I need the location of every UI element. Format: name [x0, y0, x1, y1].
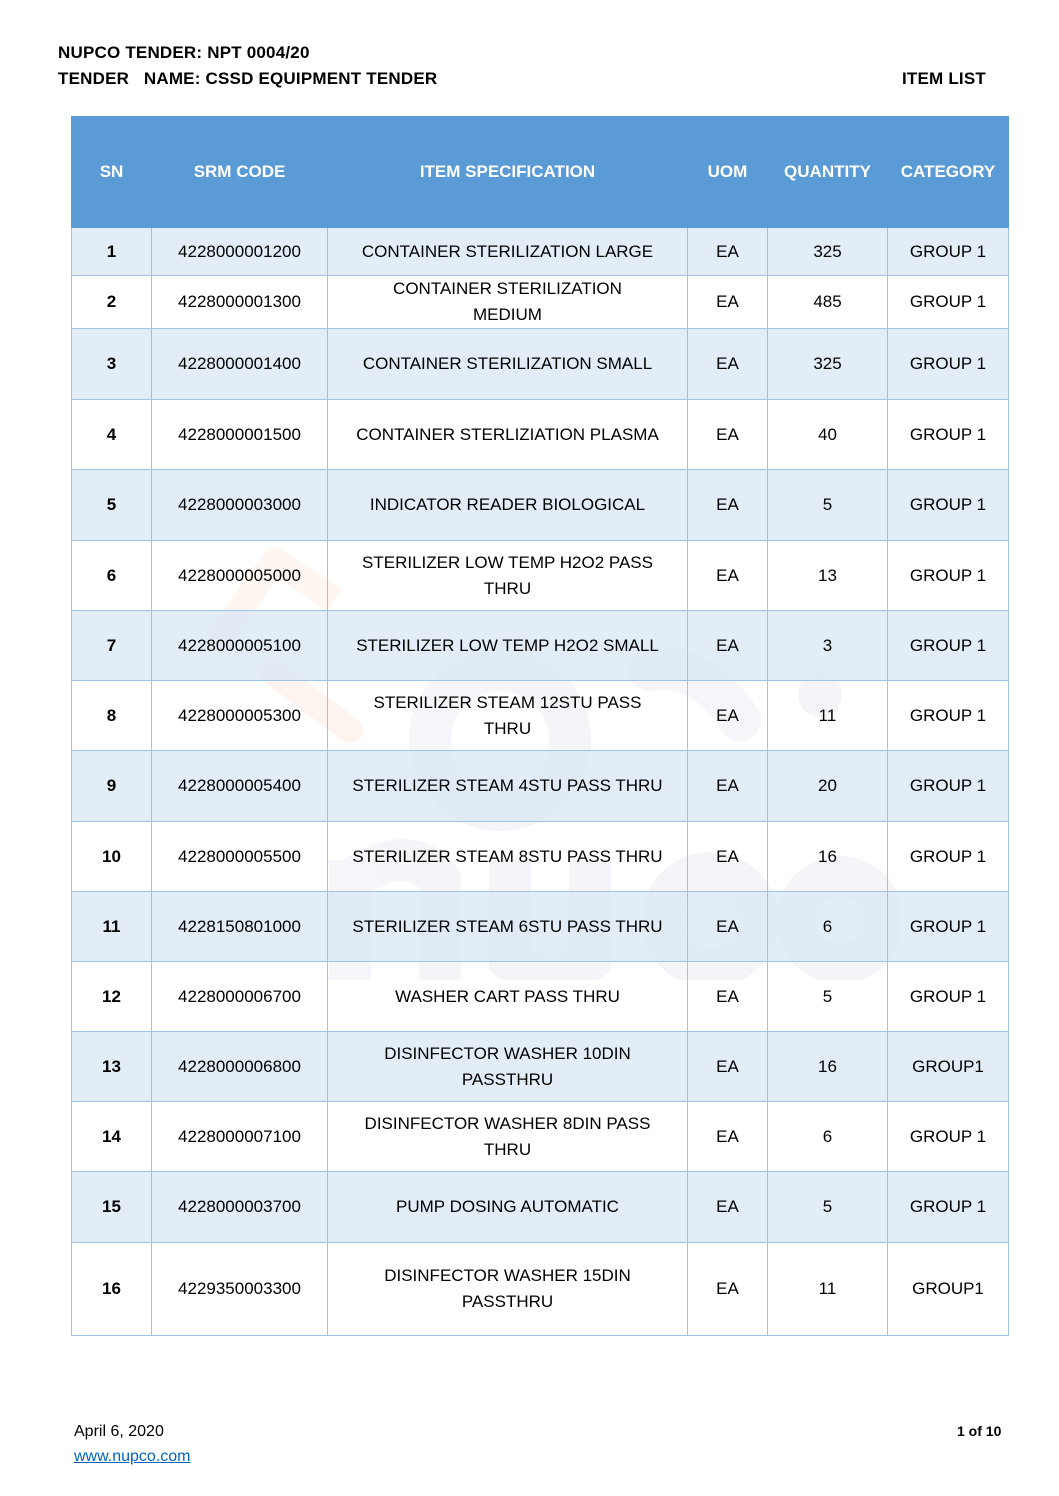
cell-category: GROUP 1 [888, 329, 1009, 400]
cell-uom: EA [688, 681, 768, 751]
cell-srm-code: 4228000005300 [152, 681, 328, 751]
tender-name-label: TENDER NAME: [58, 69, 201, 88]
table-header-row [72, 117, 1009, 228]
cell-category: GROUP 1 [888, 276, 1009, 329]
cell-srm-code: 4228000005400 [152, 751, 328, 822]
cell-sn: 10 [72, 822, 152, 892]
cell-spec: STERILIZER STEAM 6STU PASS THRU [328, 892, 688, 962]
cell-category: GROUP 1 [888, 611, 1009, 681]
cell-category: GROUP 1 [888, 751, 1009, 822]
cell-quantity: 325 [768, 228, 888, 276]
cell-uom: EA [688, 1102, 768, 1172]
cell-srm-code: 4228000007100 [152, 1102, 328, 1172]
item-table [71, 116, 1009, 1336]
cell-srm-code: 4228000003000 [152, 470, 328, 541]
table-row [72, 892, 1009, 962]
cell-spec: CONTAINER STERILIZATION SMALL [328, 329, 688, 400]
page-number: 1 of 10 [957, 1423, 1002, 1439]
cell-sn: 16 [72, 1243, 152, 1336]
cell-category: GROUP 1 [888, 541, 1009, 611]
cell-srm-code: 4228000003700 [152, 1172, 328, 1243]
cell-spec: STERILIZER STEAM 4STU PASS THRU [328, 751, 688, 822]
cell-category: GROUP1 [888, 1243, 1009, 1336]
cell-spec: DISINFECTOR WASHER 10DIN PASSTHRU [328, 1032, 688, 1102]
cell-spec: WASHER CART PASS THRU [328, 962, 688, 1032]
cell-quantity: 11 [768, 1243, 888, 1336]
cell-sn: 15 [72, 1172, 152, 1243]
cell-srm-code: 4228150801000 [152, 892, 328, 962]
cell-sn: 1 [72, 228, 152, 276]
cell-quantity: 6 [768, 1102, 888, 1172]
table-row [72, 1172, 1009, 1243]
cell-spec: CONTAINER STERILIZATION MEDIUM [328, 276, 688, 329]
cell-quantity: 13 [768, 541, 888, 611]
cell-quantity: 20 [768, 751, 888, 822]
cell-spec: STERILIZER LOW TEMP H2O2 SMALL [328, 611, 688, 681]
cell-category: GROUP 1 [888, 228, 1009, 276]
cell-spec: DISINFECTOR WASHER 8DIN PASS THRU [328, 1102, 688, 1172]
cell-uom: EA [688, 400, 768, 470]
cell-category: GROUP 1 [888, 962, 1009, 1032]
cell-spec: CONTAINER STERILIZATION LARGE [328, 228, 688, 276]
cell-uom: EA [688, 822, 768, 892]
cell-quantity: 40 [768, 400, 888, 470]
col-header-category: CATEGORY [888, 117, 1009, 228]
cell-uom: EA [688, 276, 768, 329]
table-row [72, 1102, 1009, 1172]
cell-sn: 6 [72, 541, 152, 611]
cell-uom: EA [688, 1243, 768, 1336]
cell-uom: EA [688, 611, 768, 681]
cell-spec: DISINFECTOR WASHER 15DIN PASSTHRU [328, 1243, 688, 1336]
table-row [72, 276, 1009, 329]
cell-quantity: 5 [768, 470, 888, 541]
tender-number: NPT 0004/20 [207, 43, 310, 62]
cell-uom: EA [688, 1032, 768, 1102]
table-row [72, 681, 1009, 751]
cell-quantity: 16 [768, 822, 888, 892]
cell-quantity: 3 [768, 611, 888, 681]
cell-srm-code: 4228000006700 [152, 962, 328, 1032]
cell-srm-code: 4228000005000 [152, 541, 328, 611]
table-row [72, 329, 1009, 400]
cell-quantity: 5 [768, 962, 888, 1032]
document-date: April 6, 2020 [74, 1423, 164, 1440]
cell-uom: EA [688, 751, 768, 822]
cell-spec: PUMP DOSING AUTOMATIC [328, 1172, 688, 1243]
table-row [72, 1243, 1009, 1336]
cell-srm-code: 4228000005100 [152, 611, 328, 681]
cell-srm-code: 4228000001300 [152, 276, 328, 329]
cell-srm-code: 4228000001500 [152, 400, 328, 470]
col-header-quantity: QUANTITY [768, 117, 888, 228]
cell-uom: EA [688, 892, 768, 962]
tender-label: NUPCO TENDER: [58, 43, 203, 62]
cell-uom: EA [688, 329, 768, 400]
cell-sn: 14 [72, 1102, 152, 1172]
cell-sn: 7 [72, 611, 152, 681]
cell-quantity: 11 [768, 681, 888, 751]
cell-srm-code: 4228000005500 [152, 822, 328, 892]
table-row [72, 822, 1009, 892]
item-list-title: ITEM LIST [902, 69, 986, 88]
table-row [72, 400, 1009, 470]
cell-srm-code: 4228000001400 [152, 329, 328, 400]
cell-category: GROUP 1 [888, 681, 1009, 751]
cell-sn: 3 [72, 329, 152, 400]
cell-sn: 8 [72, 681, 152, 751]
tender-name-line [58, 69, 437, 89]
website-link[interactable]: www.nupco.com [74, 1448, 191, 1465]
tender-number-line [58, 43, 310, 63]
cell-uom: EA [688, 1172, 768, 1243]
table-row [72, 962, 1009, 1032]
cell-sn: 4 [72, 400, 152, 470]
cell-category: GROUP 1 [888, 892, 1009, 962]
cell-category: GROUP 1 [888, 400, 1009, 470]
cell-quantity: 6 [768, 892, 888, 962]
table-row [72, 228, 1009, 276]
cell-sn: 9 [72, 751, 152, 822]
cell-quantity: 16 [768, 1032, 888, 1102]
col-header-item-specification: ITEM SPECIFICATION [328, 117, 688, 228]
cell-quantity: 485 [768, 276, 888, 329]
col-header-sn: SN [72, 117, 152, 228]
table-row [72, 1032, 1009, 1102]
col-header-uom: UOM [688, 117, 768, 228]
cell-srm-code: 4228000001200 [152, 228, 328, 276]
cell-sn: 2 [72, 276, 152, 329]
cell-sn: 11 [72, 892, 152, 962]
cell-quantity: 5 [768, 1172, 888, 1243]
cell-spec: INDICATOR READER BIOLOGICAL [328, 470, 688, 541]
cell-uom: EA [688, 470, 768, 541]
cell-srm-code: 4228000006800 [152, 1032, 328, 1102]
table-row [72, 611, 1009, 681]
cell-uom: EA [688, 541, 768, 611]
cell-quantity: 325 [768, 329, 888, 400]
cell-spec: STERILIZER STEAM 8STU PASS THRU [328, 822, 688, 892]
cell-category: GROUP 1 [888, 822, 1009, 892]
cell-category: GROUP 1 [888, 1102, 1009, 1172]
cell-sn: 12 [72, 962, 152, 1032]
cell-uom: EA [688, 962, 768, 1032]
table-row [72, 470, 1009, 541]
cell-category: GROUP1 [888, 1032, 1009, 1102]
cell-category: GROUP 1 [888, 470, 1009, 541]
table-row [72, 751, 1009, 822]
tender-name: CSSD EQUIPMENT TENDER [205, 69, 438, 88]
cell-category: GROUP 1 [888, 1172, 1009, 1243]
cell-uom: EA [688, 228, 768, 276]
cell-sn: 13 [72, 1032, 152, 1102]
col-header-srm-code: SRM CODE [152, 117, 328, 228]
table-row [72, 541, 1009, 611]
cell-spec: CONTAINER STERLIZIATION PLASMA [328, 400, 688, 470]
cell-spec: STERILIZER LOW TEMP H2O2 PASS THRU [328, 541, 688, 611]
cell-sn: 5 [72, 470, 152, 541]
cell-spec: STERILIZER STEAM 12STU PASS THRU [328, 681, 688, 751]
cell-srm-code: 4229350003300 [152, 1243, 328, 1336]
